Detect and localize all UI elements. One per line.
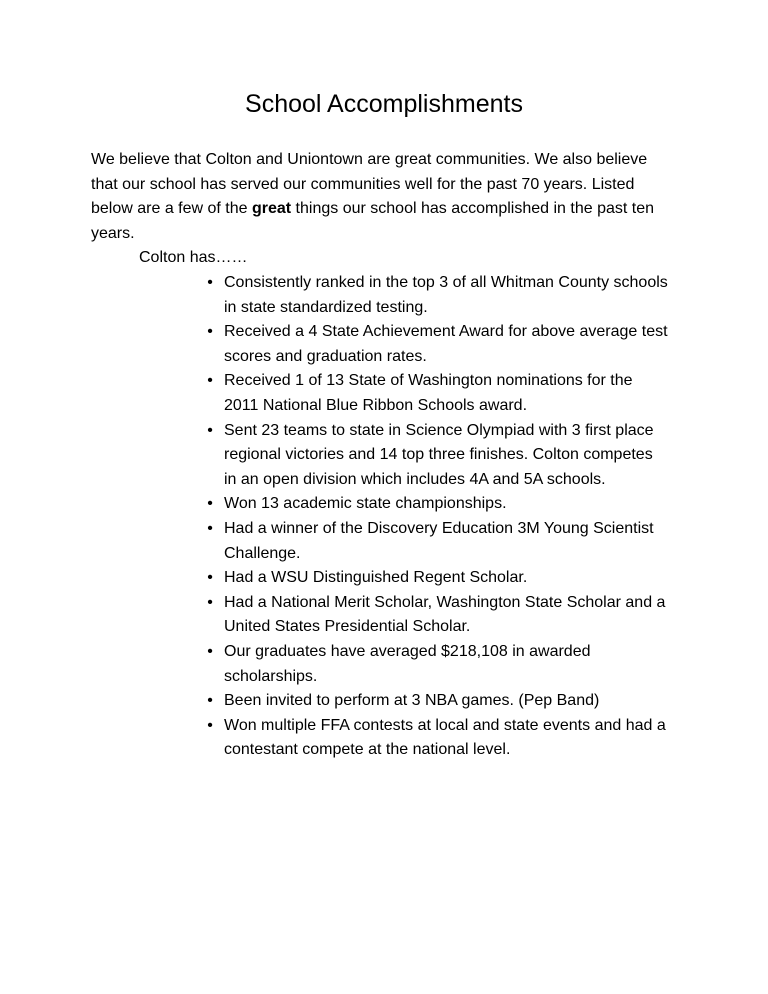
bullet-icon: • <box>207 692 213 710</box>
bullet-icon: • <box>207 495 213 513</box>
list-item <box>204 271 704 320</box>
list-item-text: Challenge. <box>224 544 301 562</box>
bullet-icon: • <box>207 519 213 537</box>
list-item-text: scholarships. <box>224 667 318 685</box>
intro-line <box>91 197 691 222</box>
list-item-text: Won multiple FFA contests at local and state events and had a <box>224 716 666 734</box>
bullet-icon: • <box>207 642 213 660</box>
list-item-text: Consistently ranked in the top 3 of all Whitman County schools <box>224 274 668 291</box>
list-item <box>204 517 704 566</box>
list-item-text: Had a winner of the Discovery Education 3M Young Scientist <box>224 519 654 537</box>
list-item-text: Had a National Merit Scholar, Washington State Scholar and a <box>224 593 666 611</box>
bullet-icon: • <box>207 716 213 734</box>
list-item-text: Been invited to perform at 3 NBA games. (Pep Band) <box>224 692 600 710</box>
list-item-text: contestant compete at the national level. <box>224 741 511 759</box>
list-item-text: Received 1 of 13 State of Washington nominations for the <box>224 372 633 390</box>
intro-text: things our school has accomplished in the past ten <box>291 200 654 218</box>
page-title: School Accomplishments <box>245 90 523 118</box>
emphasis-great: great <box>251 200 292 218</box>
intro-text: below are a few of the <box>91 200 252 218</box>
list-item-text: regional victories and 14 top three finishes. Colton competes <box>224 446 653 464</box>
intro-line: years. <box>91 224 135 242</box>
bullet-icon: • <box>207 421 213 439</box>
list-item <box>204 566 704 591</box>
list-item-text: in state standardized testing. <box>224 298 428 316</box>
list-item-text: in an open division which includes 4A and 5A schools. <box>224 470 606 488</box>
intro-paragraph <box>91 148 691 246</box>
list-item <box>204 640 704 689</box>
accomplishments-list <box>204 271 704 763</box>
list-item <box>204 419 704 493</box>
list-item-text: 2011 National Blue Ribbon Schools award. <box>224 396 528 414</box>
list-item-text: United States Presidential Scholar. <box>224 618 471 636</box>
bullet-icon: • <box>207 569 213 587</box>
list-item-text: Sent 23 teams to state in Science Olympiad with 3 first place <box>224 421 654 439</box>
bullet-icon: • <box>207 593 213 611</box>
list-item <box>204 714 704 763</box>
list-item-text: Received a 4 State Achievement Award for above average test <box>224 323 668 341</box>
bullet-icon: • <box>207 323 213 341</box>
list-item <box>204 320 704 369</box>
list-item <box>204 689 704 714</box>
list-item <box>204 492 704 517</box>
bullet-icon: • <box>207 372 213 390</box>
intro-line: that our school has served our communities well for the past 70 years. Listed <box>91 175 635 193</box>
list-item <box>204 591 704 640</box>
list-item <box>204 369 704 418</box>
list-item-text: Our graduates have averaged $218,108 in awarded <box>224 642 591 660</box>
list-item-text: Had a WSU Distinguished Regent Scholar. <box>224 569 528 587</box>
list-item-text: scores and graduation rates. <box>224 347 427 365</box>
list-lead-in: Colton has…… <box>139 249 248 266</box>
bullet-icon: • <box>207 274 213 291</box>
list-item-text: Won 13 academic state championships. <box>224 495 507 513</box>
intro-line: We believe that Colton and Uniontown are great communities. We also believe <box>91 151 648 168</box>
